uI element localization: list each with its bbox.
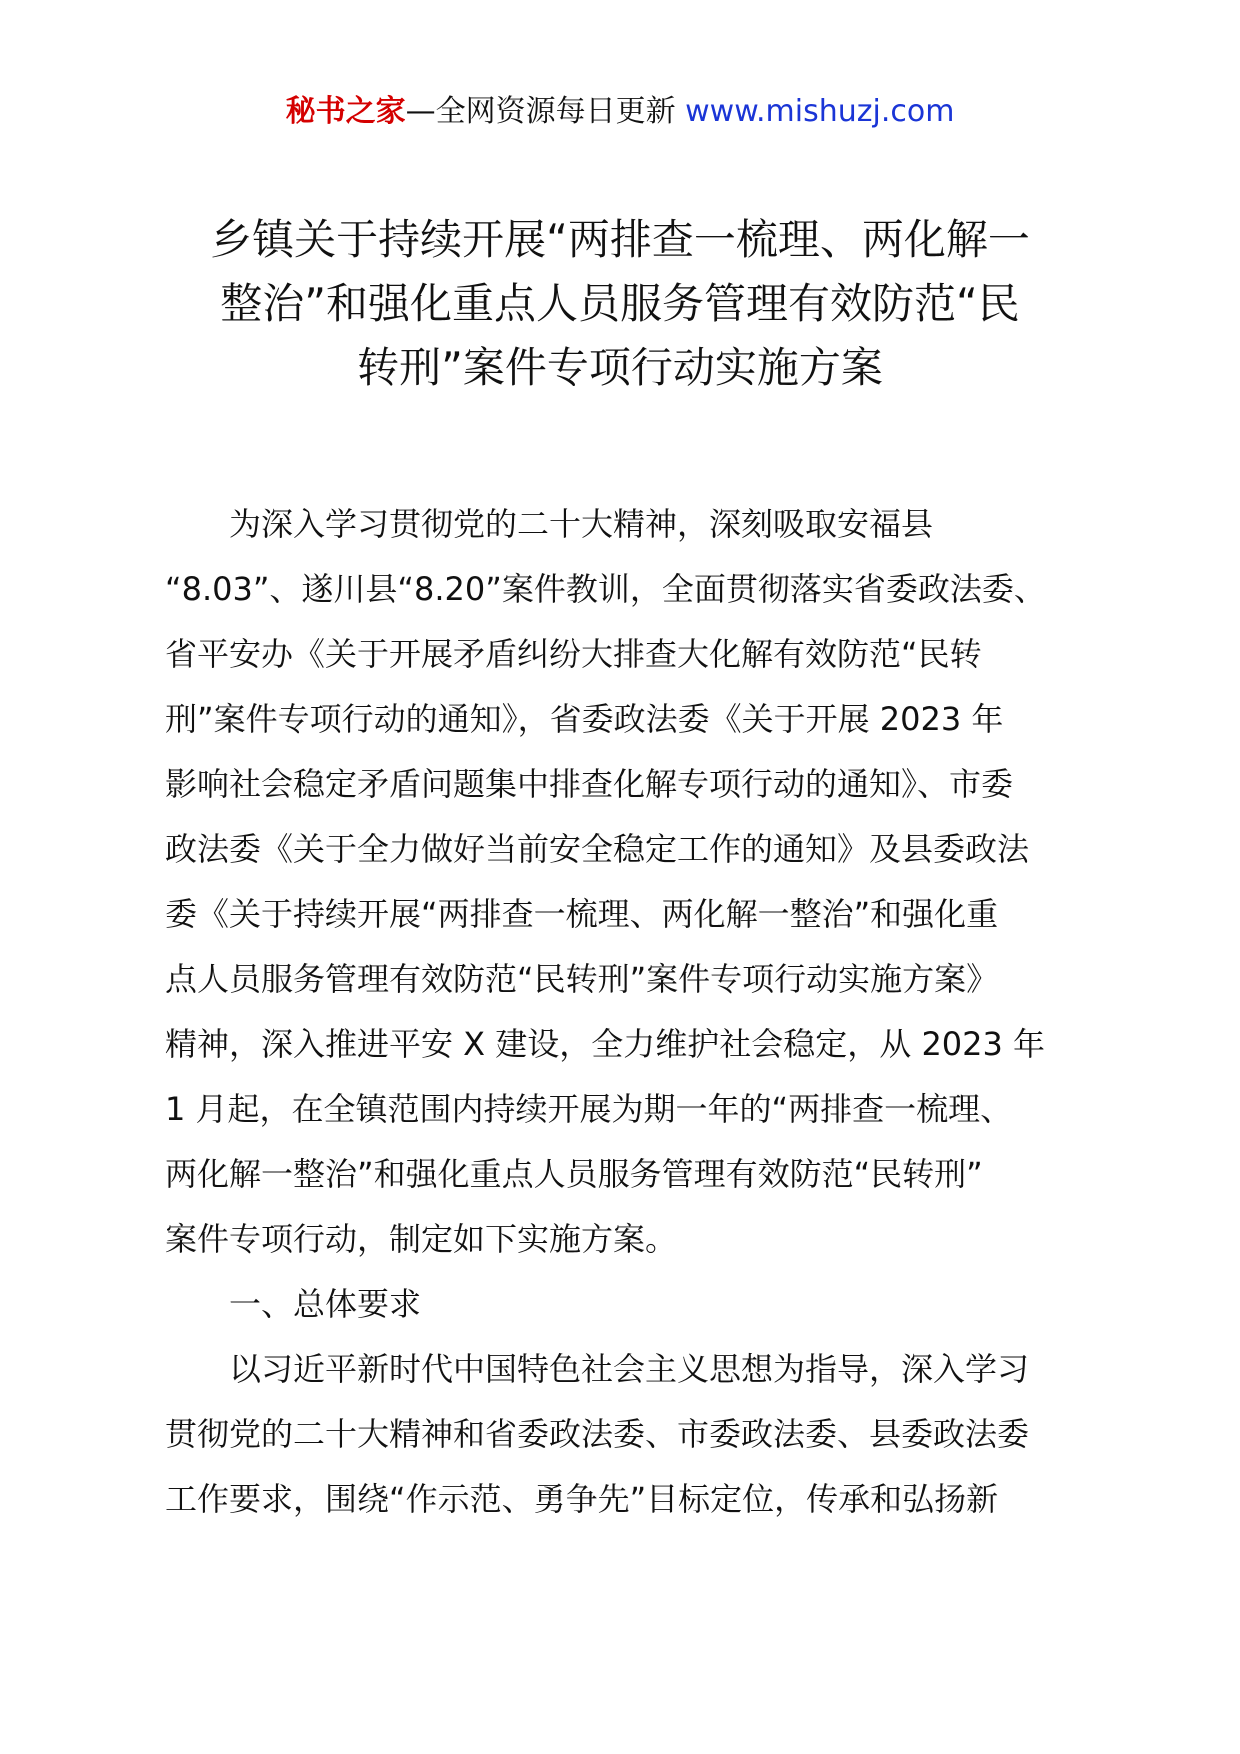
paragraph-line: 以习近平新时代中国特色社会主义思想为指导，深入学习 [229,1350,1030,1388]
paragraph-line: 影响社会稳定矛盾问题集中排查化解专项行动的通知》、市委 [165,765,1014,803]
title-line: 整治”和强化重点人员服务管理有效防范“民 [220,279,1020,328]
paragraph-line: 为深入学习贯彻党的二十大精神，深刻吸取安福县 [229,505,934,543]
paragraph-line: 刑”案件专项行动的通知》，省委政法委《关于开展 2023 年 [165,700,1004,738]
paragraph-line: 1 月起，在全镇范围内持续开展为期一年的“两排查一梳理、 [165,1090,1013,1128]
site-header [0,92,1240,132]
document-title [160,208,1080,400]
paragraph-line: 点人员服务管理有效防范“民转刑”案件专项行动实施方案》 [165,960,999,998]
paragraph-line: 案件专项行动，制定如下实施方案。 [165,1220,678,1258]
site-brand: 秘书之家 [285,94,406,129]
paragraph-line: 两化解一整治”和强化重点人员服务管理有效防范“民转刑” [165,1155,983,1193]
paragraph-line: “8.03”、遂川县“8.20”案件教训，全面贯彻落实省委政法委、 [165,570,1046,608]
paragraph-line: 工作要求，围绕“作示范、勇争先”目标定位，传承和弘扬新 [165,1480,999,1518]
paragraph-line: 委《关于持续开展“两排查一梳理、两化解一整治”和强化重 [165,895,999,933]
paragraph-line: 精神，深入推进平安 X 建设，全力维护社会稳定，从 2023 年 [165,1025,1046,1063]
paragraph-line: 政法委《关于全力做好当前安全稳定工作的通知》及县委政法 [165,830,1030,868]
title-line: 转刑”案件专项行动实施方案 [357,343,883,392]
document-body [165,492,1100,1532]
paragraph-line: 省平安办《关于开展矛盾纠纷大排查大化解有效防范“民转 [165,635,982,673]
site-tagline: —全网资源每日更新 [405,94,676,129]
section-heading: 一、总体要求 [229,1285,422,1323]
paragraph-line: 贯彻党的二十大精神和省委政法委、市委政法委、县委政法委 [165,1415,1030,1453]
site-url-link[interactable]: www.mishuzj.com [685,94,955,129]
title-line: 乡镇关于持续开展“两排查一梳理、两化解一 [210,215,1030,264]
